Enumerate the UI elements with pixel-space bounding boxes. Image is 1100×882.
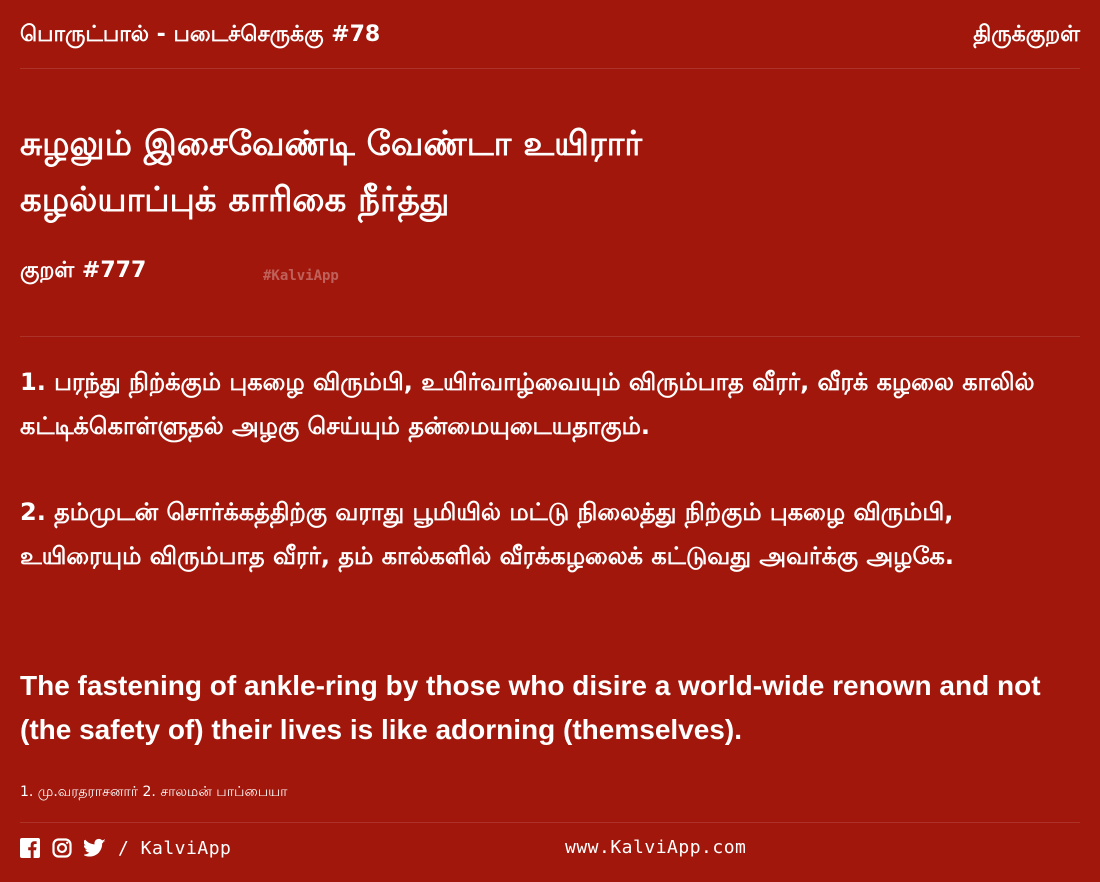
divider — [20, 336, 1080, 337]
kural-verse — [20, 116, 642, 228]
header-bar — [20, 22, 1080, 69]
english-translation: The fastening of ankle-ring by those who disire a world-wide renown and not (the safety of) their lives is like adorning (themselves). — [20, 670, 1041, 745]
kural-line-2: கழல்யாப்புக் காரிகை நீர்த்து — [20, 180, 450, 220]
kural-number: குறள் #777 — [20, 258, 147, 283]
footer — [20, 834, 1080, 862]
watermark: #KalviApp — [263, 268, 339, 284]
credits: 1. மு.வரதராசனார் 2. சாலமன் பாப்பையா — [20, 784, 288, 800]
twitter-icon[interactable] — [84, 838, 106, 858]
brand-title: திருக்குறள் — [973, 22, 1080, 47]
section-title: பொருட்பால் - படைச்செருக்கு #78 — [20, 22, 381, 47]
footer-divider — [20, 822, 1080, 823]
facebook-icon[interactable] — [20, 838, 40, 858]
app-handle: / KalviApp — [118, 837, 232, 859]
kural-line-1: சுழலும் இசைவேண்டி வேண்டா உயிரார் — [20, 124, 643, 164]
explanation-2: 2. தம்முடன் சொர்க்கத்திற்கு வராது பூமியில் மட்டு நிலைத்து நிற்கும் புகழை விரும்பி, உயிரையும் விரும்பாத வீரர், தம் கால்களில் வீரக்கழலைக் கட்டுவது அவர்க்கு அழகே. — [20, 498, 954, 570]
instagram-icon[interactable] — [52, 838, 72, 858]
website-link[interactable]: www.KalviApp.com — [565, 837, 747, 858]
explanation-1: 1. பரந்து நிற்க்கும் புகழை விரும்பி, உயிர்வாழ்வையும் விரும்பாத வீரர், வீரக் கழலை காலில் கட்டிக்கொள்ளுதல் அழகு செய்யும் தன்மையுடையதாகும். — [20, 368, 1035, 440]
social-links — [20, 838, 106, 858]
